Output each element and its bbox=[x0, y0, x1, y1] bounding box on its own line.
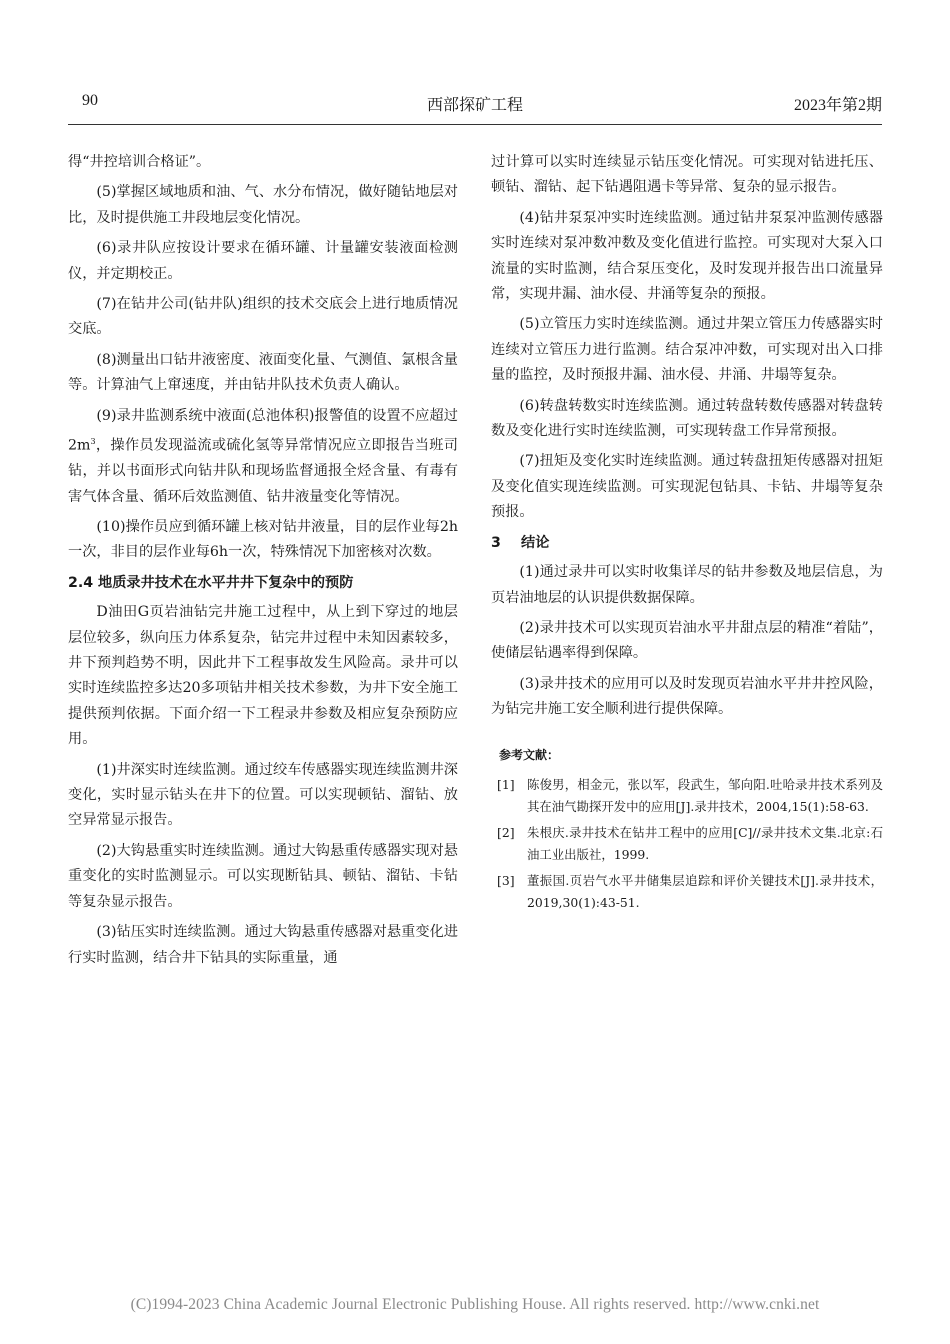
references-title: 参考文献： bbox=[499, 747, 560, 762]
paragraph: 过计算可以实时连续显示钻压变化情况。可实现对钻进托压、顿钻、溜钻、起下钻遇阻遇卡等异常、复杂的显示报告。 bbox=[491, 154, 883, 196]
paragraph: (4)钻井泵泵冲实时连续监测。通过钻井泵泵冲监测传感器实时连续对泵冲数冲数及变化值进行监控。可实现对大泵入口流量的实时监测，结合泵压变化，及时发现并报告出口流量异常，实现井漏、油水侵、井涌等复杂的预报。 bbox=[491, 209, 883, 303]
reference-text: 陈俊男，相金元，张以军，段武生，邹向阳.吐哈录井技术系列及其在油气勘探开发中的应用[J].录井技术，2004,15(1):58-63. bbox=[527, 776, 883, 814]
section-number: 2.4 bbox=[68, 574, 94, 591]
paragraph: (6)录井队应按设计要求在循环罐、计量罐安装液面检测仪，并定期校正。 bbox=[68, 240, 458, 282]
paragraph-text: ，操作员发现溢流或硫化氢等异常情况应立即报告当班司钻，并以书面形式向钻井队和现场监督通报全烃含量、有毒有害气体含量、循环后效监测值、钻井液量变化等情况。 bbox=[68, 437, 458, 505]
paragraph: (3)钻压实时连续监测。通过大钩悬重传感器对悬重变化进行实时监测，结合井下钻具的实际重量，通 bbox=[68, 924, 458, 966]
references bbox=[491, 743, 883, 914]
reference-item bbox=[491, 822, 883, 866]
paragraph: (7)在钻井公司(钻井队)组织的技术交底会上进行地质情况交底。 bbox=[68, 296, 458, 338]
reference-text: 朱根庆.录井技术在钻井工程中的应用[C]//录井技术文集.北京:石油工业出版社，1999. bbox=[527, 824, 883, 862]
reference-item bbox=[491, 774, 883, 818]
paragraph bbox=[68, 404, 458, 510]
paragraph: (3)录井技术的应用可以及时发现页岩油水平井井控风险，为钻完井施工安全顺利进行提供保障。 bbox=[491, 675, 883, 718]
section-title: 结论 bbox=[521, 534, 550, 551]
header-rule bbox=[68, 124, 882, 125]
page-header bbox=[68, 92, 882, 122]
section-heading bbox=[68, 571, 458, 596]
reference-number: [3] bbox=[497, 872, 515, 888]
copyright-footer: (C)1994-2023 China Academic Journal Electronic Publishing House. All rights reserved. http://www.cnki.net bbox=[130, 1296, 820, 1313]
section-title: 地质录井技术在水平井井下复杂中的预防 bbox=[98, 574, 354, 591]
paragraph: (8)测量出口钻井液密度、液面变化量、气测值、氯根含量等。计算油气上窜速度，并由钻井队技术负责人确认。 bbox=[68, 351, 458, 394]
paragraph: (2)录井技术可以实现页岩油水平井甜点层的精准“着陆”，使储层钻遇率得到保障。 bbox=[491, 619, 883, 662]
paragraph: (10)操作员应到循环罐上核对钻井液量，目的层作业每2h一次，非目的层作业每6h一次，特殊情况下加密核对次数。 bbox=[68, 519, 458, 561]
paragraph: (1)井深实时连续监测。通过绞车传感器实现连续监测井深变化，实时显示钻头在井下的位置。可以实现顿钻、溜钻、放空异常显示报告。 bbox=[68, 761, 458, 829]
paragraph-text: (9)录井监测系统中液面(总池体积)报警值的设置不应超过2m bbox=[68, 407, 458, 454]
page-number: 90 bbox=[82, 92, 98, 109]
paragraph: D油田G页岩油钻完井施工过程中，从上到下穿过的地层层位较多，纵向压力体系复杂，钻完井过程中未知因素较多，井下预判趋势不明，因此井下工程事故发生风险高。录井可以实时连续监控多达20多项钻井相关技术参数，为井下安全施工提供预判依据。下面介绍一下工程录井参数及相应复杂预防应用。 bbox=[68, 604, 458, 748]
paragraph: 得“井控培训合格证”。 bbox=[68, 154, 211, 170]
section-heading bbox=[491, 531, 883, 556]
paragraph: (1)通过录井可以实时收集详尽的钻井参数及地层信息，为页岩油地层的认识提供数据保障。 bbox=[491, 564, 883, 606]
reference-text: 董振国.页岩气水平井储集层追踪和评价关键技术[J].录井技术，2019,30(1):43-51. bbox=[527, 872, 883, 910]
issue-label: 2023年第2期 bbox=[793, 97, 882, 114]
paragraph: (7)扭矩及变化实时连续监测。通过转盘扭矩传感器对扭矩及变化值实现连续监测。可实现泥包钻具、卡钻、井塌等复杂预报。 bbox=[491, 453, 883, 521]
left-column bbox=[68, 150, 458, 976]
reference-item bbox=[491, 870, 883, 914]
journal-title: 西部探矿工程 bbox=[426, 97, 523, 114]
right-column bbox=[491, 150, 883, 918]
superscript: 3 bbox=[90, 437, 96, 447]
reference-number: [1] bbox=[497, 776, 515, 792]
paragraph: (2)大钩悬重实时连续监测。通过大钩悬重传感器实现对悬重变化的实时监测显示。可以实现断钻具、顿钻、溜钻、卡钻等复杂显示报告。 bbox=[68, 842, 458, 910]
reference-number: [2] bbox=[497, 824, 515, 840]
paragraph: (5)掌握区域地质和油、气、水分布情况，做好随钻地层对比，及时提供施工井段地层变化情况。 bbox=[68, 184, 458, 226]
paragraph: (5)立管压力实时连续监测。通过井架立管压力传感器实时连续对立管压力进行监测。结合泵冲冲数，可实现对出入口排量的监控，及时预报井漏、油水侵、井涌、井塌等复杂。 bbox=[491, 316, 883, 384]
section-number: 3 bbox=[491, 534, 501, 551]
paragraph: (6)转盘转数实时连续监测。通过转盘转数传感器对转盘转数及变化进行实时连续监测，可实现转盘工作异常预报。 bbox=[491, 397, 883, 440]
